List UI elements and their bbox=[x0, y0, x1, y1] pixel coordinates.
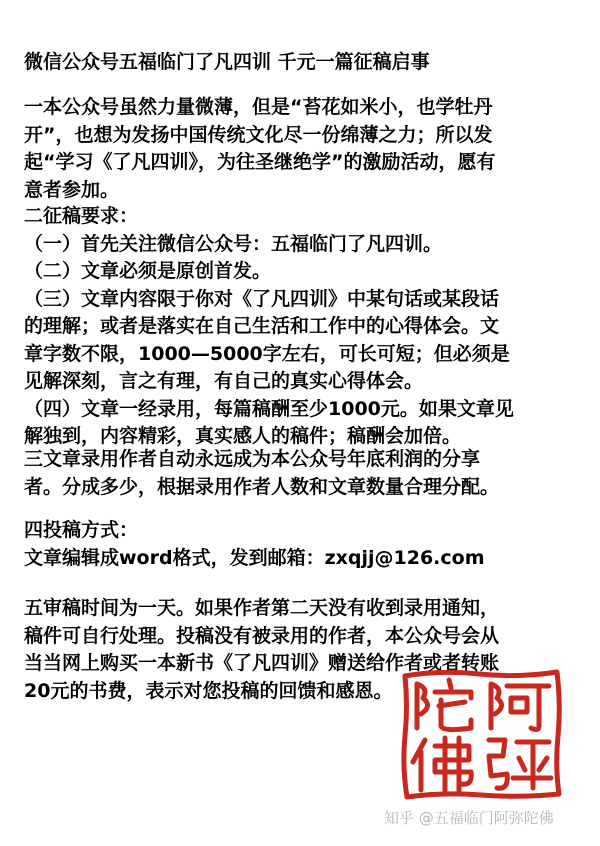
requirement-line: （二）文章必须是原创首发。 bbox=[24, 260, 272, 282]
profit-share-section bbox=[24, 446, 584, 501]
intro-paragraph bbox=[24, 94, 584, 204]
review-line: 当当网上购买一本新书《了凡四训》赠送给作者或者转账 bbox=[24, 652, 500, 674]
review-line: 20元的书费，表示对您投稿的回馈和感恩。 bbox=[24, 679, 393, 702]
profit-share-line: 者。分成多少，根据录用作者人数和文章数量合理分配。 bbox=[24, 475, 500, 498]
requirement-line: 解独到，内容精彩，真实感人的稿件；稿酬会加倍。 bbox=[24, 425, 462, 447]
requirements-section bbox=[24, 203, 584, 451]
intro-line: 起“学习《了凡四训》，为往圣继绝学”的激励活动，愿有 bbox=[24, 151, 496, 173]
submission-heading: 四投稿方式： bbox=[24, 519, 139, 541]
submission-section bbox=[24, 517, 584, 572]
intro-line: 一本公众号虽然力量微薄，但是“苔花如米小，也学牡丹 bbox=[24, 96, 493, 118]
requirement-line: 章字数不限，1000—5000字左右，可长可短；但必须是 bbox=[24, 342, 510, 365]
document-title: 微信公众号五福临门了凡四训 千元一篇征稿启事 bbox=[24, 51, 430, 73]
intro-line: 开”，也想为发扬中国传统文化尽一份绵薄之力；所以发 bbox=[24, 123, 493, 146]
requirement-line: 见解深刻，言之有理，有自己的真实心得体会。 bbox=[24, 370, 424, 392]
review-line: 五审稿时间为一天。如果作者第二天没有收到录用通知， bbox=[24, 597, 500, 619]
requirement-line: （四）文章一经录用，每篇稿酬至少1000元。如果文章见 bbox=[24, 397, 514, 420]
intro-line: 意者参加。 bbox=[24, 178, 120, 201]
profit-share-line: 三文章录用作者自动永远成为本公众号年底利润的分享 bbox=[24, 448, 481, 470]
requirement-line: （三）文章内容限于你对《了凡四训》中某句话或某段话 bbox=[24, 287, 500, 310]
requirement-line: （一）首先关注微信公众号：五福临门了凡四训。 bbox=[24, 232, 443, 255]
requirements-heading: 二征稿要求： bbox=[24, 205, 139, 227]
seal-stamp bbox=[399, 666, 564, 802]
zhihu-watermark: 知乎 @五福临门阿弥陀佛 bbox=[384, 809, 554, 827]
submission-email-line: 文章编辑成word格式，发到邮箱：zxqjj@126.com bbox=[24, 546, 485, 569]
requirement-line: 的理解；或者是落实在自己生活和工作中的心得体会。文 bbox=[24, 315, 500, 337]
review-line: 稿件可自行处理。投稿没有被录用的作者，本公众号会从 bbox=[24, 624, 500, 647]
